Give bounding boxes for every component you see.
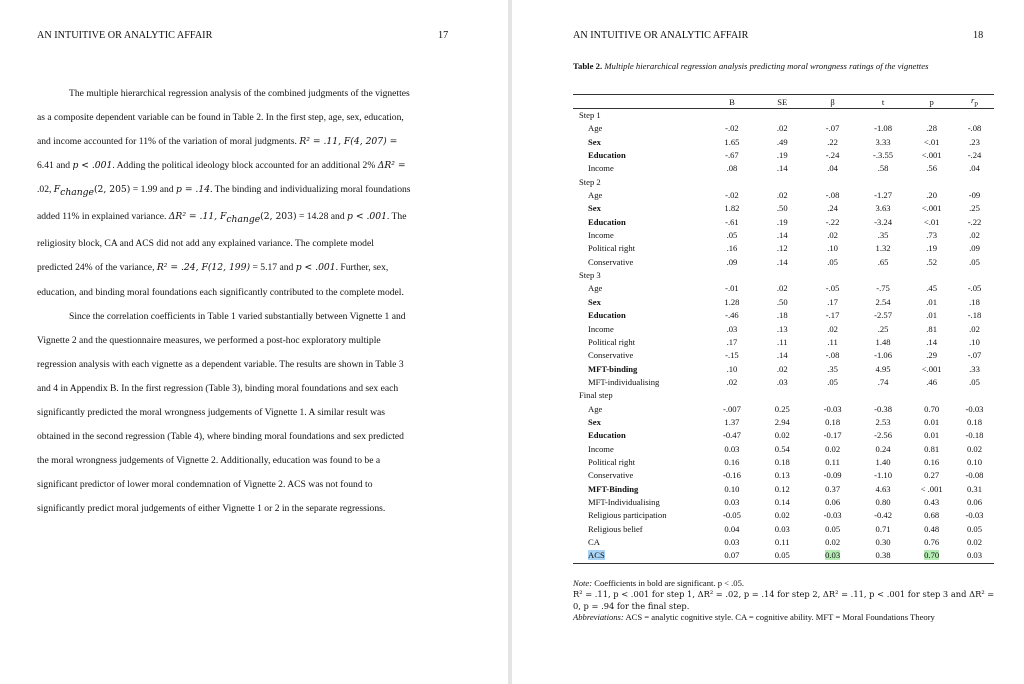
header-rp: $r_p$ xyxy=(971,95,978,108)
cell-se: .50 xyxy=(776,296,788,307)
cell-rp: .23 xyxy=(969,136,980,147)
cell-se: .02 xyxy=(776,123,788,134)
cell-b: 1.28 xyxy=(724,296,740,307)
cell-b: -.67 xyxy=(725,150,739,161)
cell-rp: 0.10 xyxy=(966,456,983,467)
header-t: t xyxy=(881,96,885,107)
cell-b: -0.47 xyxy=(722,430,741,441)
cell-beta: -0.03 xyxy=(823,403,842,414)
variable-label: Age xyxy=(588,283,603,294)
cell-b: .03 xyxy=(726,323,738,334)
cell-rp: 0.05 xyxy=(966,523,983,534)
cell-beta: -.24 xyxy=(825,150,840,161)
cell-p: 0.81 xyxy=(924,443,940,454)
cell-rp: 0.02 xyxy=(966,443,983,454)
table-row xyxy=(573,149,994,162)
step-row xyxy=(573,176,994,189)
cell-se: .19 xyxy=(776,216,788,227)
cell-se: .14 xyxy=(776,230,788,241)
cell-beta: .11 xyxy=(827,336,838,347)
cell-rp: -.24 xyxy=(967,150,982,161)
cell-se: 0.18 xyxy=(774,456,790,467)
cell-t: 0.38 xyxy=(875,550,891,561)
regression-table xyxy=(573,94,994,564)
variable-label: Income xyxy=(588,163,614,174)
cell-p: 0.27 xyxy=(924,470,940,481)
cell-beta: .24 xyxy=(827,203,838,214)
cell-b: 1.37 xyxy=(724,416,740,427)
cell-p: 0.01 xyxy=(924,430,940,441)
cell-p: <.01 xyxy=(923,136,940,147)
cell-b: -.02 xyxy=(725,190,739,201)
cell-t: 3.33 xyxy=(875,136,891,147)
cell-b: .10 xyxy=(726,363,738,374)
cell-p: < .001 xyxy=(920,483,943,494)
table-row xyxy=(573,536,994,549)
cell-p: .01 xyxy=(926,310,938,321)
cell-t: -1.27 xyxy=(874,190,893,201)
cell-se: .49 xyxy=(776,136,788,147)
cell-b: -.007 xyxy=(722,403,741,414)
page-18 xyxy=(512,0,1024,684)
table-row xyxy=(573,216,994,229)
cell-beta: .04 xyxy=(827,163,838,174)
cell-se: .02 xyxy=(776,190,788,201)
table-row xyxy=(573,403,994,416)
cell-beta: -.08 xyxy=(825,190,840,201)
step-label: Final step xyxy=(579,390,613,401)
cell-se: .14 xyxy=(776,350,788,361)
variable-label: Age xyxy=(588,403,603,414)
cell-rp: .02 xyxy=(969,230,980,241)
header-p: p xyxy=(929,96,934,107)
table-title: Multiple hierarchical regression analysis predicting moral wrongness ratings of the vignettes xyxy=(604,61,929,71)
cell-p: .45 xyxy=(926,283,938,294)
cell-se: .02 xyxy=(776,363,788,374)
variable-label: Sex xyxy=(588,136,601,147)
cell-t: .25 xyxy=(877,323,889,334)
cell-rp: 0.03 xyxy=(966,550,983,561)
cell-rp: -.07 xyxy=(967,350,982,361)
cell-beta: -.05 xyxy=(825,283,840,294)
cell-p: .29 xyxy=(926,350,938,361)
cell-rp: .09 xyxy=(969,243,980,254)
cell-beta: -.17 xyxy=(825,310,840,321)
variable-label: MFT-Binding xyxy=(588,483,639,494)
cell-p: .52 xyxy=(926,256,938,267)
cell-p: 0.43 xyxy=(924,496,940,507)
table-row xyxy=(573,282,994,295)
cell-beta: 0.02 xyxy=(825,443,841,454)
table-row xyxy=(573,296,994,309)
table-header-row xyxy=(573,95,994,109)
table-row xyxy=(573,443,994,456)
cell-se: .12 xyxy=(776,243,788,254)
cell-p: 0.16 xyxy=(924,456,940,467)
body-text xyxy=(37,82,447,522)
cell-p: 0.70 xyxy=(924,403,940,414)
table-row xyxy=(573,229,994,242)
cell-t: .35 xyxy=(877,230,889,241)
cell-p: 0.48 xyxy=(924,523,940,534)
variable-label: Age xyxy=(588,123,603,134)
table-row xyxy=(573,549,994,563)
table-row xyxy=(573,376,994,389)
table-row xyxy=(573,523,994,536)
variable-label: Conservative xyxy=(588,350,634,361)
cell-t: 1.40 xyxy=(875,456,891,467)
cell-p: .81 xyxy=(926,323,938,334)
cell-b: .08 xyxy=(726,163,738,174)
cell-b: .16 xyxy=(726,243,738,254)
step-row xyxy=(573,269,994,282)
cell-t: 4.95 xyxy=(875,363,891,374)
cell-b: -0.05 xyxy=(722,510,741,521)
cell-se: .19 xyxy=(776,150,788,161)
variable-label: ACS xyxy=(588,550,605,561)
cell-p: <.01 xyxy=(923,216,940,227)
cell-beta: .02 xyxy=(827,230,838,241)
variable-label: Education xyxy=(588,310,626,321)
page-17 xyxy=(0,0,508,684)
cell-beta: -.07 xyxy=(825,123,840,134)
variable-label: Conservative xyxy=(588,256,634,267)
cell-se: .50 xyxy=(776,203,788,214)
cell-t: -.3.55 xyxy=(873,150,894,161)
cell-beta: .05 xyxy=(827,256,838,267)
variable-label: Sex xyxy=(588,416,601,427)
cell-b: 0.10 xyxy=(724,483,740,494)
header-b: B xyxy=(729,96,735,107)
table-row xyxy=(573,309,994,322)
cell-b: -.46 xyxy=(725,310,739,321)
cell-se: .03 xyxy=(776,376,788,387)
cell-se: 0.12 xyxy=(774,483,790,494)
variable-label: Income xyxy=(588,323,614,334)
cell-t: 2.54 xyxy=(875,296,891,307)
cell-p: 0.70 xyxy=(924,550,940,561)
cell-beta: -0.03 xyxy=(823,510,842,521)
variable-label: Political right xyxy=(588,456,636,467)
cell-beta: 0.18 xyxy=(825,416,841,427)
cell-p: <.001 xyxy=(921,150,942,161)
table-row xyxy=(573,189,994,202)
cell-t: .65 xyxy=(877,256,889,267)
page-number: 18 xyxy=(973,30,984,41)
cell-p: .46 xyxy=(926,376,938,387)
cell-rp: .05 xyxy=(969,376,980,387)
cell-p: .20 xyxy=(926,190,938,201)
table-row xyxy=(573,336,994,349)
cell-p: .19 xyxy=(926,243,938,254)
abbreviations-line: Abbreviations: ACS = analytic cognitive style. CA = cognitive ability. MFT = Moral Foundations Theory xyxy=(573,611,935,622)
step-label: Step 1 xyxy=(579,110,601,120)
cell-rp: -0.03 xyxy=(965,510,984,521)
cell-t: 1.48 xyxy=(875,336,891,347)
stats-line-2: 0, p = .94 for the final step. xyxy=(573,600,690,611)
cell-b: 0.03 xyxy=(724,443,740,454)
cell-t: 0.71 xyxy=(875,523,891,534)
cell-b: 1.82 xyxy=(724,203,740,214)
cell-b: 0.04 xyxy=(724,523,740,534)
variable-label: Income xyxy=(588,443,614,454)
cell-beta: .35 xyxy=(827,363,838,374)
cell-t: 0.80 xyxy=(875,496,891,507)
cell-beta: .22 xyxy=(827,136,838,147)
variable-label: MFT-individualising xyxy=(588,376,660,387)
cell-se: 0.25 xyxy=(774,403,790,414)
cell-rp: .04 xyxy=(969,163,980,174)
page-number: 17 xyxy=(438,30,449,41)
cell-t: -.75 xyxy=(876,283,890,294)
paragraph-1: The multiple hierarchical regression analysis of the combined judgments of the vignettes as a composite dependent variable can be found in Table 2. In the first step, age, sex, education, and income accounted for 11% of the variation of moral judgments. R² = .11, F(4, 207) = 6.41 and p < .001. Adding the political ideology block accounted for an additional 2% ΔR² = .02, $F_{change}(2$, 205) = 1.99 and p = .14. The binding and individualizing moral foundations added 11% in explained variance. ΔR² = .11, $F_{change}(2$, 203) = 14.28 and p < .001. The religiosity block, CA and ACS did not add any explained variance. The complete model predicted 24% of the variance, R² = .24, F(12, 199) = 5.17 and p < .001. Further, sex, education, and binding moral foundations each significantly contributed to the complete model. xyxy=(37,88,411,298)
running-head: AN INTUITIVE OR ANALYTIC AFFAIR xyxy=(573,30,749,41)
cell-b: -.02 xyxy=(725,123,739,134)
cell-beta: 0.03 xyxy=(825,550,841,561)
table-row xyxy=(573,496,994,509)
table-row xyxy=(573,363,994,376)
cell-se: .02 xyxy=(776,283,788,294)
cell-t: -2.57 xyxy=(874,310,893,321)
variable-label: Political right xyxy=(588,336,636,347)
variable-label: CA xyxy=(588,537,600,547)
cell-se: 0.13 xyxy=(774,470,790,481)
cell-rp: -0.03 xyxy=(965,403,984,414)
step-label: Step 2 xyxy=(579,176,601,187)
cell-se: 0.03 xyxy=(774,523,790,534)
cell-beta: .05 xyxy=(827,376,838,387)
variable-label: Income xyxy=(588,230,614,241)
cell-beta: .17 xyxy=(827,296,838,307)
table-row xyxy=(573,509,994,522)
cell-t: -2.56 xyxy=(874,430,893,441)
table-row xyxy=(573,256,994,269)
table-caption xyxy=(573,61,963,72)
variable-label: Sex xyxy=(588,203,601,214)
cell-b: .02 xyxy=(726,376,738,387)
cell-b: .05 xyxy=(726,230,738,241)
variable-label: Conservative xyxy=(588,470,634,481)
table-row xyxy=(573,323,994,336)
stats-line-1: R² = .11, p < .001 for step 1, ΔR² = .02, p = .14 for step 2, ΔR² = .11, p < .001 for step 3 and ΔR² = xyxy=(573,589,995,600)
cell-se: 0.02 xyxy=(774,510,790,521)
cell-se: .14 xyxy=(776,256,788,267)
cell-beta: -0.09 xyxy=(823,470,842,481)
cell-se: .14 xyxy=(776,163,788,174)
cell-b: 0.03 xyxy=(724,537,740,547)
cell-beta: .02 xyxy=(827,323,838,334)
cell-b: -.61 xyxy=(725,216,739,227)
variable-label: MFT-binding xyxy=(588,363,638,374)
table-row xyxy=(573,429,994,442)
cell-beta: -.08 xyxy=(825,350,840,361)
cell-rp: .18 xyxy=(969,296,980,307)
cell-t: .58 xyxy=(877,163,889,174)
cell-rp: 0.31 xyxy=(966,483,983,494)
math-r2: R² = .11, F(4, 207) = xyxy=(299,136,398,148)
cell-b: .09 xyxy=(726,256,738,267)
cell-rp: 0.18 xyxy=(966,416,983,427)
running-head: AN INTUITIVE OR ANALYTIC AFFAIR xyxy=(37,30,213,41)
cell-beta: 0.02 xyxy=(825,537,841,547)
cell-t: -1.06 xyxy=(874,350,893,361)
cell-p: .28 xyxy=(926,123,938,134)
cell-rp: 0.02 xyxy=(966,537,983,547)
cell-rp: .02 xyxy=(969,323,980,334)
cell-b: .17 xyxy=(726,336,738,347)
cell-t: 4.63 xyxy=(875,483,891,494)
note-line: Note: Coefficients in bold are significant. p < .05. xyxy=(573,578,745,588)
variable-label: Age xyxy=(588,190,603,201)
table-body xyxy=(573,109,994,564)
step-label: Step 3 xyxy=(579,270,601,281)
cell-se: 0.11 xyxy=(774,537,790,547)
cell-rp: .05 xyxy=(969,256,980,267)
cell-b: 1.65 xyxy=(724,136,740,147)
header-se: SE xyxy=(777,96,788,107)
cell-t: 3.63 xyxy=(875,203,891,214)
cell-p: 0.76 xyxy=(924,537,940,547)
cell-p: <.001 xyxy=(921,203,942,214)
cell-se: .18 xyxy=(776,310,788,321)
table-row xyxy=(573,202,994,215)
cell-b: 0.03 xyxy=(724,496,740,507)
cell-rp: .33 xyxy=(969,363,980,374)
table-row xyxy=(573,469,994,482)
cell-p: .01 xyxy=(926,296,938,307)
table-row xyxy=(573,416,994,429)
table-row xyxy=(573,456,994,469)
cell-t: -0.38 xyxy=(874,403,893,414)
cell-p: 0.01 xyxy=(924,416,940,427)
cell-t: 2.53 xyxy=(875,416,891,427)
cell-se: 0.54 xyxy=(774,443,790,454)
cell-se: 0.05 xyxy=(774,550,790,561)
variable-label: MFT-Individualising xyxy=(588,496,660,507)
cell-beta: -0.17 xyxy=(823,430,842,441)
table-notes xyxy=(573,578,998,623)
table-row xyxy=(573,136,994,149)
variable-label: Education xyxy=(588,216,626,227)
table-row xyxy=(573,242,994,255)
cell-rp: .25 xyxy=(969,203,980,214)
cell-b: -.15 xyxy=(725,350,739,361)
cell-se: 0.02 xyxy=(774,430,790,441)
cell-t: -3.24 xyxy=(874,216,893,227)
table-row xyxy=(573,122,994,135)
cell-b: 0.16 xyxy=(724,456,740,467)
variable-label: Education xyxy=(588,430,626,441)
paragraph-2: Since the correlation coefficients in Table 1 varied substantially between Vignette 1 and Vignette 2 and the questionnaire measures, we performed a post-hoc exploratory multiple regression analysis with each vignette as a dependent variable. The results are shown in Table 3 and 4 in Appendix B. In the first regression (Table 3), binding moral foundations and sex each significantly predicted the moral wrongness judgements of Vignette 1. A similar result was obtained in the second regression (Table 4), where binding moral foundations and sex predicted the moral wrongness judgements of Vignette 2. Additionally, education was found to be a significant predictor of lower moral condemnation of Vignette 2. ACS was not found to significantly predict moral judgements of either Vignette 1 or 2 in the separate regressions. xyxy=(37,310,406,515)
cell-rp: -.22 xyxy=(967,216,982,227)
cell-b: 0.07 xyxy=(724,550,740,561)
cell-se: 2.94 xyxy=(774,416,790,427)
cell-p: .73 xyxy=(926,230,938,241)
cell-se: .13 xyxy=(776,323,788,334)
cell-t: -0.42 xyxy=(874,510,893,521)
variable-label: Political right xyxy=(588,243,636,254)
variable-label: Religious participation xyxy=(588,510,667,521)
cell-rp: -.08 xyxy=(967,123,982,134)
cell-rp: -0.18 xyxy=(965,430,984,441)
cell-rp: -.05 xyxy=(967,283,982,294)
cell-beta: -.22 xyxy=(825,216,840,227)
cell-beta: .10 xyxy=(827,243,838,254)
variable-label: Education xyxy=(588,150,626,161)
table-row xyxy=(573,483,994,496)
cell-t: -1.08 xyxy=(874,123,893,134)
cell-t: -1.10 xyxy=(874,470,893,481)
cell-rp: .10 xyxy=(969,336,980,347)
cell-p: 0.68 xyxy=(924,510,940,521)
cell-beta: 0.37 xyxy=(825,483,841,494)
cell-t: 0.30 xyxy=(875,537,891,547)
cell-beta: 0.05 xyxy=(825,523,841,534)
variable-label: Religious belief xyxy=(588,523,643,534)
cell-rp: -0.08 xyxy=(965,470,984,481)
cell-t: 0.24 xyxy=(875,443,891,454)
header-beta: β xyxy=(830,96,835,107)
cell-p: .56 xyxy=(926,163,938,174)
cell-rp: -09 xyxy=(968,190,981,201)
variable-label: Sex xyxy=(588,296,601,307)
cell-rp: 0.06 xyxy=(966,496,983,507)
cell-se: .11 xyxy=(777,336,788,347)
cell-b: -0.16 xyxy=(722,470,741,481)
cell-beta: 0.11 xyxy=(825,456,840,467)
cell-rp: -.18 xyxy=(967,310,982,321)
cell-p: <.001 xyxy=(921,363,942,374)
cell-t: 1.32 xyxy=(875,243,891,254)
cell-beta: 0.06 xyxy=(825,496,841,507)
table-label: Table 2. xyxy=(573,61,603,71)
cell-t: .74 xyxy=(877,376,889,387)
table-row xyxy=(573,162,994,175)
header-variable xyxy=(573,95,707,109)
cell-se: 0.14 xyxy=(774,496,790,507)
cell-b: -.01 xyxy=(725,283,739,294)
step-row xyxy=(573,109,994,123)
cell-p: .14 xyxy=(926,336,938,347)
step-row xyxy=(573,389,994,402)
table-row xyxy=(573,349,994,362)
